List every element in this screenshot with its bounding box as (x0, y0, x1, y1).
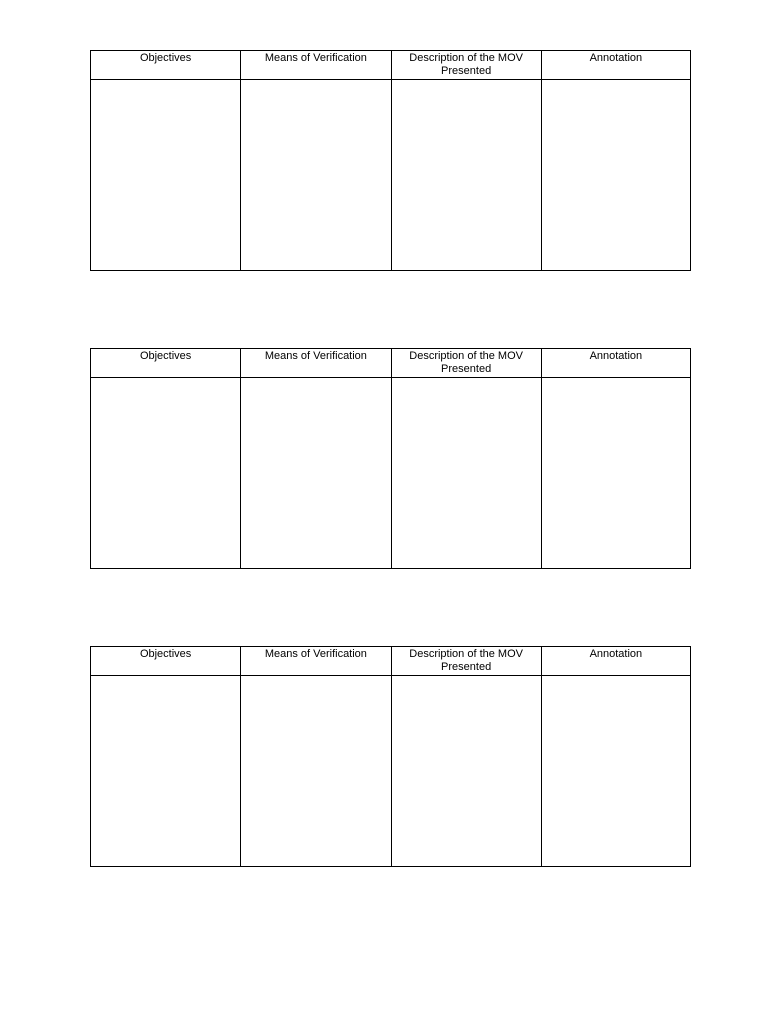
table-row (91, 378, 691, 569)
cell-description-of-mov[interactable] (391, 80, 541, 271)
header-means-of-verification: Means of Verification (241, 349, 391, 378)
header-means-of-verification: Means of Verification (241, 647, 391, 676)
table-row (91, 676, 691, 867)
header-description-of-mov: Description of the MOV Presented (391, 51, 541, 80)
header-annotation: Annotation (541, 647, 690, 676)
cell-objectives[interactable] (91, 676, 241, 867)
mov-table-3 (90, 646, 691, 867)
cell-description-of-mov[interactable] (391, 676, 541, 867)
mov-table-2 (90, 348, 691, 569)
cell-means-of-verification[interactable] (241, 80, 391, 271)
header-objectives: Objectives (91, 349, 241, 378)
cell-objectives[interactable] (91, 80, 241, 271)
table-header-row (91, 647, 691, 676)
mov-table-1 (90, 50, 691, 271)
header-objectives: Objectives (91, 51, 241, 80)
header-description-of-mov: Description of the MOV Presented (391, 349, 541, 378)
header-annotation: Annotation (541, 51, 690, 80)
header-annotation: Annotation (541, 349, 690, 378)
header-objectives: Objectives (91, 647, 241, 676)
cell-objectives[interactable] (91, 378, 241, 569)
table-header-row (91, 349, 691, 378)
cell-annotation[interactable] (541, 378, 690, 569)
cell-annotation[interactable] (541, 80, 690, 271)
header-means-of-verification: Means of Verification (241, 51, 391, 80)
header-description-of-mov: Description of the MOV Presented (391, 647, 541, 676)
cell-means-of-verification[interactable] (241, 676, 391, 867)
cell-means-of-verification[interactable] (241, 378, 391, 569)
cell-description-of-mov[interactable] (391, 378, 541, 569)
table-row (91, 80, 691, 271)
table-header-row (91, 51, 691, 80)
cell-annotation[interactable] (541, 676, 690, 867)
